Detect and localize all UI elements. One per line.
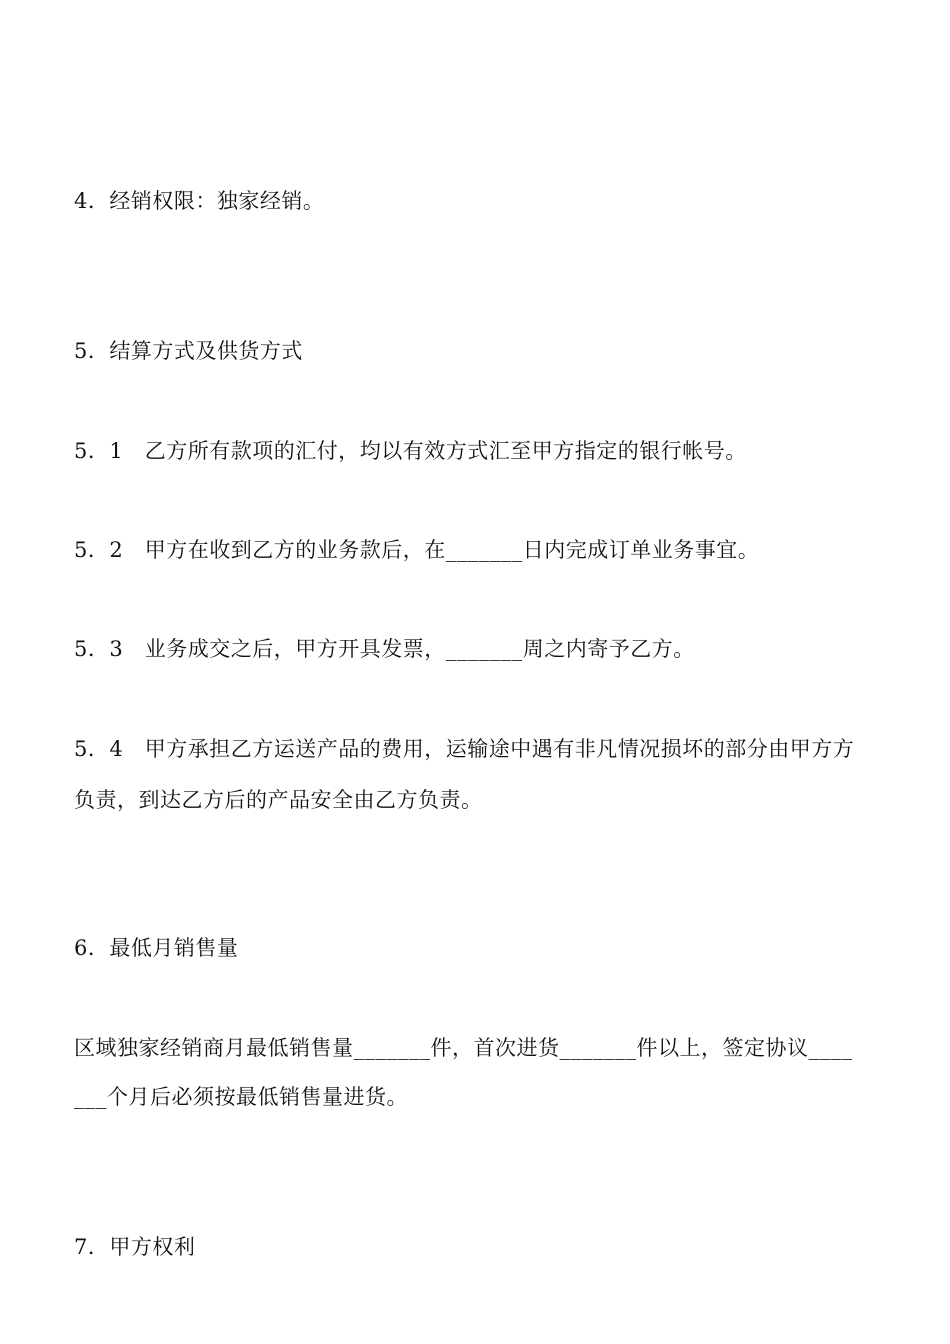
clause-5-heading: 5．结算方式及供货方式 xyxy=(74,339,303,363)
clause-6-heading: 6．最低月销售量 xyxy=(74,936,239,960)
clause-6-body-line-1: 区域独家经销商月最低销售量_______件，首次进货_______件以上，签定协议____ xyxy=(74,1036,853,1060)
clause-5-4-line-1: 5．4 甲方承担乙方运送产品的费用，运输途中遇有非凡情况损坏的部分由甲方方 xyxy=(74,737,855,761)
clause-5-1: 5．1 乙方所有款项的汇付，均以有效方式汇至甲方指定的银行帐号。 xyxy=(74,439,747,463)
clause-5-3: 5．3 业务成交之后，甲方开具发票，_______周之内寄予乙方。 xyxy=(74,637,695,661)
clause-7-heading: 7．甲方权利 xyxy=(74,1235,196,1259)
clause-5-2: 5．2 甲方在收到乙方的业务款后，在_______日内完成订单业务事宜。 xyxy=(74,538,760,562)
clause-6-body-line-2: ___个月后必须按最低销售量进货。 xyxy=(74,1085,408,1109)
clause-5-4-line-2: 负责，到达乙方后的产品安全由乙方负责。 xyxy=(74,788,483,812)
clause-4-sales-rights: 4．经销权限：独家经销。 xyxy=(74,189,325,213)
